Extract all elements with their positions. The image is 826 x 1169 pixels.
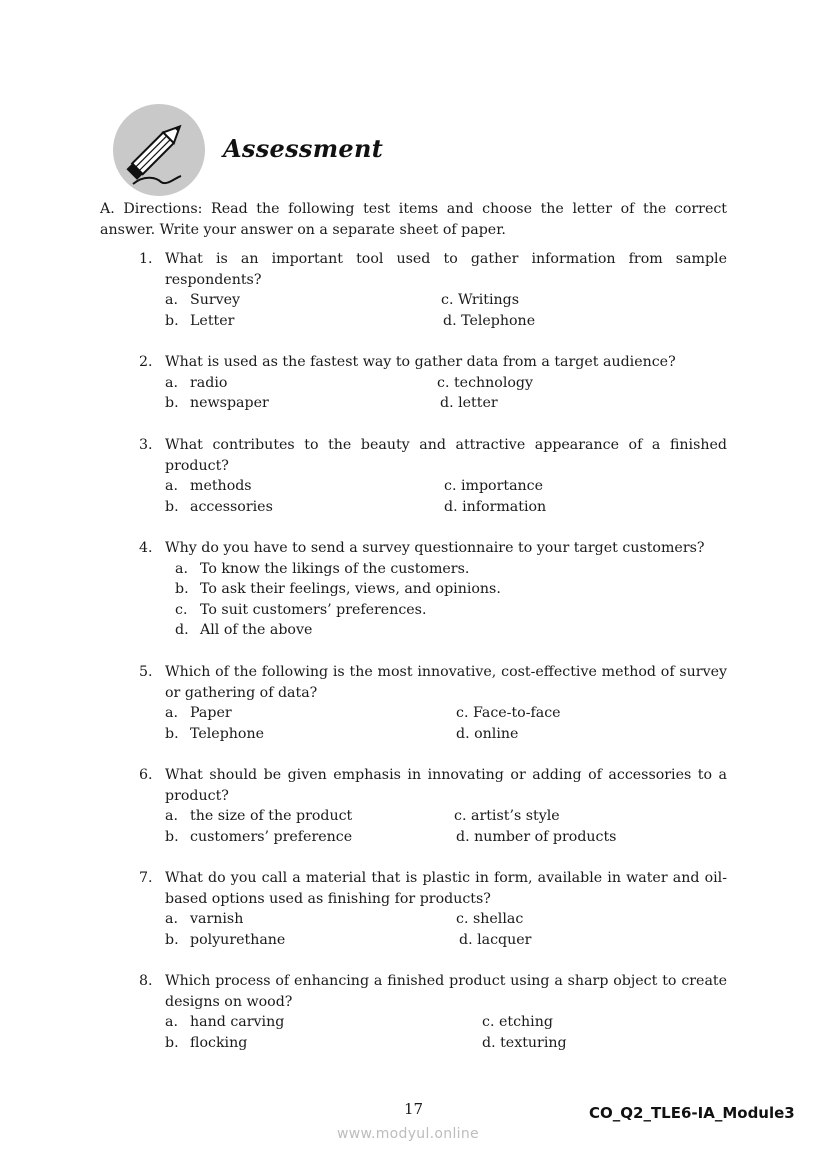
question-number: 3. <box>139 437 153 453</box>
question-stem: Why do you have to send a survey questionnaire to your target customers? <box>165 540 705 556</box>
options <box>175 559 727 641</box>
option-b: b. flocking <box>165 1034 248 1051</box>
option-b: b. To ask their feelings, views, and opinions. <box>175 581 501 597</box>
question-stem: What is used as the fastest way to gather data from a target audience? <box>165 354 676 370</box>
question-number: 8. <box>139 973 153 989</box>
options <box>165 373 727 414</box>
question-number: 7. <box>139 870 153 886</box>
option-a: a. radio <box>165 374 228 391</box>
option-a: a. hand carving <box>165 1014 285 1030</box>
question-stem: What should be given emphasis in innovating or adding of accessories to a product? <box>165 767 727 804</box>
page-number: 17 <box>404 1100 424 1118</box>
option-b: b. Telephone <box>165 725 264 742</box>
question-1 <box>139 249 727 331</box>
options <box>165 290 727 331</box>
question-stem: What contributes to the beauty and attractive appearance of a finished product? <box>165 437 727 474</box>
module-code: CO_Q2_TLE6-IA_Module3 <box>589 1104 795 1122</box>
option-c: c. shellac <box>456 911 524 927</box>
option-c: c. artist’s style <box>454 808 560 824</box>
option-d: d. Telephone <box>443 312 536 329</box>
option-b: b. customers’ preference <box>165 828 353 845</box>
option-a: a. varnish <box>165 911 244 927</box>
options <box>165 1012 727 1053</box>
option-c: c. To suit customers’ preferences. <box>175 601 427 618</box>
options <box>165 909 727 950</box>
question-4 <box>139 538 727 641</box>
question-number: 4. <box>139 540 153 556</box>
option-a: a. Survey <box>165 292 241 308</box>
option-a: a. Paper <box>165 705 232 721</box>
option-b: b. newspaper <box>165 395 269 411</box>
watermark: www.modyul.online <box>337 1126 479 1142</box>
option-a: a. the size of the product <box>165 808 353 824</box>
option-d: d. information <box>444 498 547 515</box>
question-stem: Which of the following is the most innovative, cost-effective method of survey or gathering of data? <box>165 664 727 701</box>
options <box>165 476 727 517</box>
question-2 <box>139 352 727 414</box>
section-title: Assessment <box>223 134 384 163</box>
question-number: 6. <box>139 767 153 783</box>
option-d: d. lacquer <box>459 931 532 948</box>
question-8 <box>139 971 727 1053</box>
option-c: c. Face-to-face <box>456 705 561 721</box>
option-c: c. etching <box>482 1014 553 1030</box>
option-a: a. To know the likings of the customers. <box>175 560 470 577</box>
pencil-icon <box>113 104 205 196</box>
option-d: d. All of the above <box>175 622 313 638</box>
question-stem: What do you call a material that is plastic in form, available in water and oil-based options used as finishing for products? <box>165 870 727 907</box>
options <box>165 806 727 847</box>
option-d: d. letter <box>440 395 498 411</box>
question-stem: What is an important tool used to gather information from sample respondents? <box>165 251 727 288</box>
question-7 <box>139 868 727 950</box>
option-c: c. technology <box>437 374 534 391</box>
directions-text: A. Directions: Read the following test items and choose the letter of the correct answer. Write your answer on a separate sheet of paper. <box>100 201 727 238</box>
question-6 <box>139 765 727 847</box>
option-d: d. number of products <box>456 828 617 845</box>
question-stem: Which process of enhancing a finished product using a sharp object to create designs on wood? <box>165 973 727 1010</box>
option-b: b. Letter <box>165 312 235 329</box>
option-d: d. online <box>456 725 519 742</box>
question-number: 1. <box>139 251 153 267</box>
question-number: 5. <box>139 664 153 680</box>
option-b: b. accessories <box>165 498 273 515</box>
option-c: c. importance <box>444 478 544 494</box>
option-d: d. texturing <box>482 1034 567 1051</box>
option-c: c. Writings <box>441 292 519 308</box>
question-3 <box>139 435 727 517</box>
options <box>165 703 727 744</box>
option-a: a. methods <box>165 478 252 494</box>
question-5 <box>139 662 727 744</box>
option-b: b. polyurethane <box>165 931 286 948</box>
question-number: 2. <box>139 354 153 370</box>
